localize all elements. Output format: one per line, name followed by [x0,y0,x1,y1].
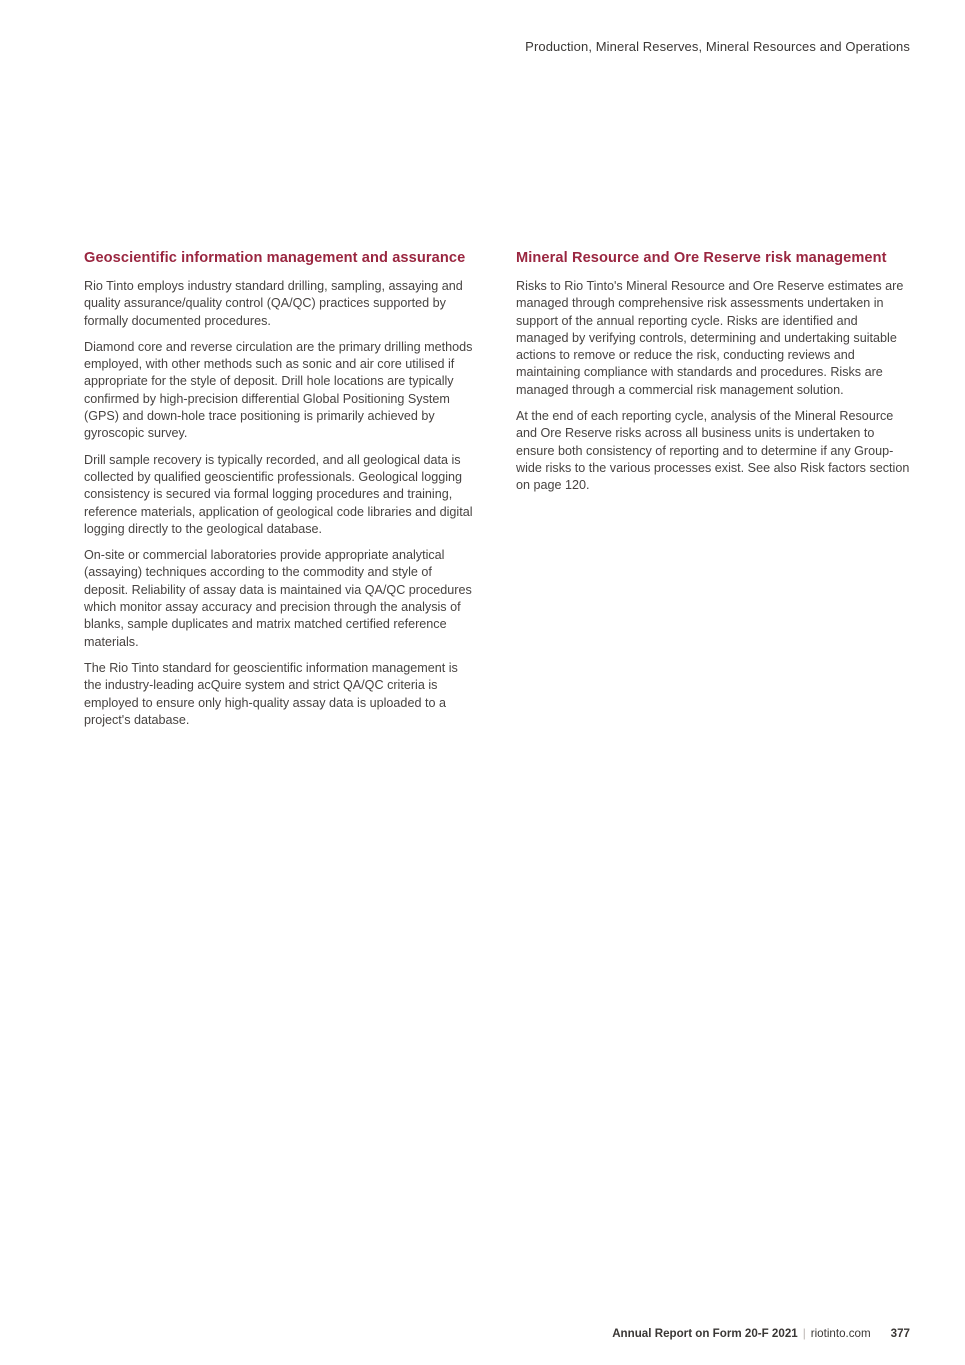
page-footer [612,1327,910,1340]
paragraph: The Rio Tinto standard for geoscientific information management is the industry-leading acQuire system and strict QA/QC criteria is employed to ensure only high-quality assay data is uploaded to a project's database. [84,660,458,727]
paragraph: On-site or commercial laboratories provide appropriate analytical (assaying) techniques according to the commodity and style of deposit. Reliability of assay data is maintained via QA/QC procedures which monitor assay accuracy and precision through the analysis of blanks, sample duplicates and matrix matched certified reference materials. [84,548,472,649]
page-content [84,249,910,729]
footer-separator: | [802,1327,806,1340]
paragraph: Diamond core and reverse circulation are the primary drilling methods employed, with other methods such as sonic and air core utilised if appropriate for the style of deposit. Drill hole locations are typically confirmed by high-precision differential Global Positioning System (GPS) and down-hole trace positioning is primarily achieved by gyroscopic survey. [84,339,473,441]
footer-report-title: Annual Report on Form 20-F 2021 [612,1327,798,1340]
section-geoscientific-information [84,249,478,729]
running-header [525,39,910,54]
section-risk-management [516,249,910,729]
section-heading-risk-management: Mineral Resource and Ore Reserve risk management [516,250,887,266]
running-header-text: Production, Mineral Reserves, Mineral Resources and Operations [525,39,910,54]
paragraph: Risks to Rio Tinto's Mineral Resource and Ore Reserve estimates are managed through comprehensive risk assessments undertaken in support of the annual reporting cycle. Risks are identified and managed by verifying controls, determining and undertaking suitable actions to remove or reduce the risk, conducting reviews and maintaining compliance with standards and procedures. Risks are managed through a commercial risk management solution. [516,279,904,397]
paragraph: Rio Tinto employs industry standard drilling, sampling, assaying and quality assurance/quality control (QA/QC) practices supported by formally documented procedures. [84,279,463,328]
paragraph: At the end of each reporting cycle, analysis of the Mineral Resource and Ore Reserve risks across all business units is undertaken to ensure both consistency of reporting and to determine if any Group-wide risks to the various processes exist. See also Risk factors section on page 120. [516,409,910,493]
footer-website: riotinto.com [810,1327,871,1340]
page-number: 377 [890,1327,910,1340]
section-heading-geoscientific: Geoscientific information management and assurance [84,250,466,266]
paragraph: Drill sample recovery is typically recorded, and all geological data is collected by qualified geoscientific professionals. Geological logging consistency is secured via formal logging procedures and training, reference materials, application of geological code libraries and digital logging directly to the geological database. [84,452,473,536]
